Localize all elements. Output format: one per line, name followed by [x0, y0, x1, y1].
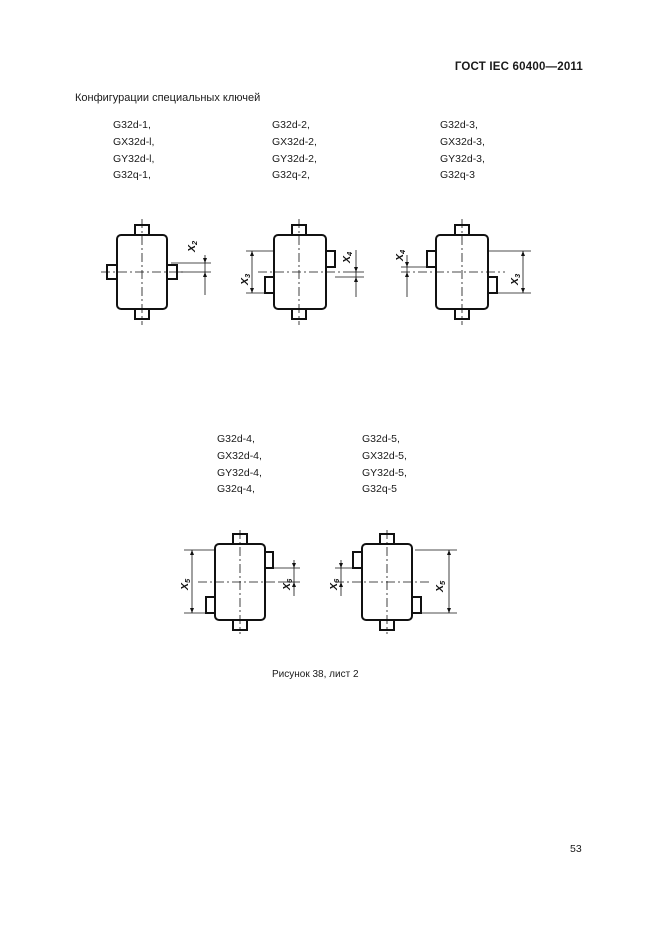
- dimension-label: X3: [239, 273, 252, 285]
- designation-item: GX32d-5,: [362, 449, 407, 462]
- dimension-label: X4: [394, 249, 407, 261]
- designation-item: GY32d-l,: [113, 152, 155, 165]
- key-diagram-5: [325, 530, 465, 635]
- dimension-label: X5: [179, 578, 192, 590]
- designation-list-4: [217, 431, 262, 498]
- designation-item: G32d-5,: [362, 433, 400, 445]
- key-diagram-1: [95, 215, 220, 330]
- designation-item: G32d-4,: [217, 433, 255, 445]
- designation-list-5: [362, 431, 407, 498]
- dimension-label: X5: [434, 580, 447, 592]
- designation-list-2: [272, 117, 317, 184]
- designation-item: GX32d-4,: [217, 449, 262, 462]
- designation-item: GX32d-3,: [440, 135, 485, 148]
- designation-item: GY32d-3,: [440, 152, 485, 165]
- designation-item: GX32d-2,: [272, 135, 317, 148]
- dimension-label: X3: [509, 273, 522, 285]
- designation-item: GY32d-4,: [217, 466, 262, 479]
- section-subtitle: Конфигурации специальных ключей: [75, 92, 261, 104]
- document-standard-header: ГОСТ IEC 60400—2011: [454, 61, 583, 73]
- key-diagram-2: [238, 215, 368, 330]
- designation-item: GX32d-l,: [113, 135, 155, 148]
- key-diagram-3: [393, 215, 533, 330]
- designation-item: G32q-5: [362, 483, 398, 496]
- dimension-label: X2: [186, 240, 199, 252]
- dimension-label: X6: [328, 578, 341, 590]
- designation-item: G32d-2,: [272, 119, 310, 131]
- figure-caption: Рисунок 38, лист 2: [272, 669, 359, 680]
- designation-item: GY32d-2,: [272, 152, 317, 165]
- designation-item: G32q-1,: [113, 169, 151, 182]
- designation-item: G32d-3,: [440, 119, 478, 131]
- designation-list-1: [113, 117, 154, 184]
- designation-list-3: [440, 117, 485, 184]
- dimension-label: X6: [281, 578, 294, 590]
- designation-item: GY32d-5,: [362, 466, 407, 479]
- designation-item: G32q-4,: [217, 483, 255, 496]
- key-diagram-4: [176, 530, 306, 635]
- designation-item: G32q-2,: [272, 169, 310, 182]
- dimension-label: X4: [341, 251, 354, 263]
- designation-item: G32q-3: [440, 169, 476, 182]
- page-number: 53: [570, 843, 582, 855]
- designation-item: G32d-1,: [113, 119, 151, 131]
